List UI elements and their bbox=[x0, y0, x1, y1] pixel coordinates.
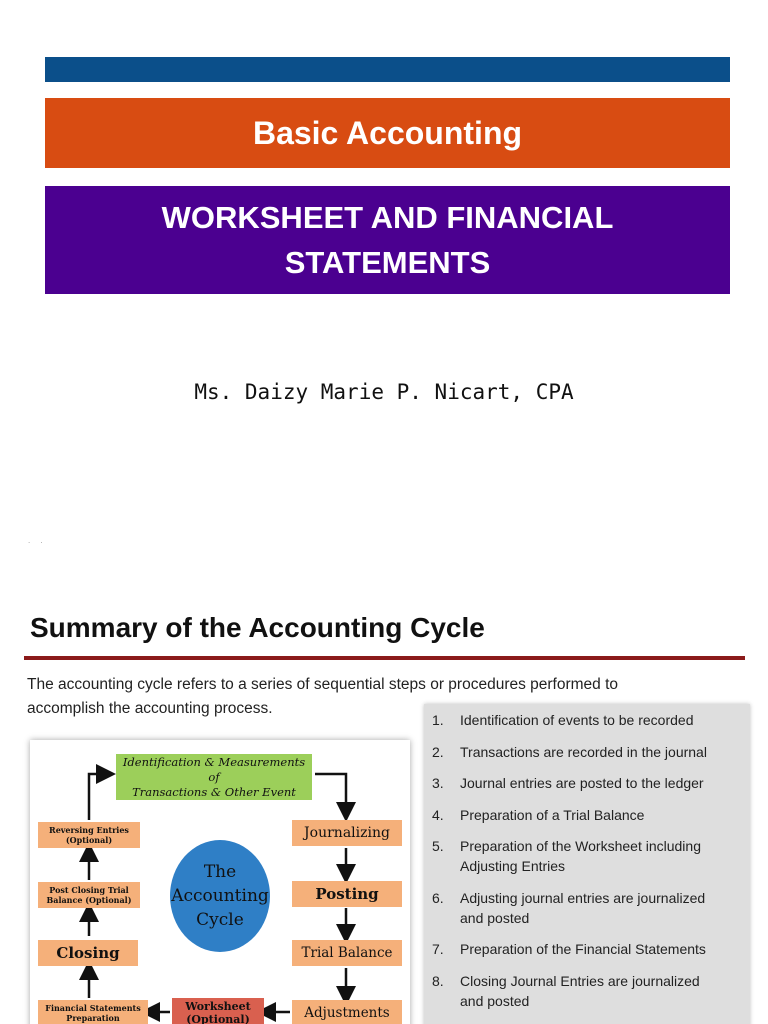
arrow-top-to-journalizing bbox=[315, 774, 346, 812]
step-number: 5. bbox=[432, 838, 444, 854]
box-posting bbox=[292, 881, 402, 907]
center-line-1: The bbox=[203, 862, 237, 882]
list-item bbox=[432, 888, 742, 928]
author-name: Ms. Daizy Marie P. Nicart, CPA bbox=[194, 380, 574, 404]
intro-line-1: The accounting cycle refers to a series of sequential steps or procedures performed to bbox=[27, 676, 619, 693]
box-reversing-line-1: Reversing Entries bbox=[49, 825, 129, 835]
box-worksheet-line-2: (Optional) bbox=[186, 1013, 250, 1024]
decorative-dots: . . bbox=[28, 536, 47, 545]
step-text-line-2: Adjusting Entries bbox=[460, 858, 566, 874]
step-number: 2. bbox=[432, 743, 444, 760]
step-number: 6. bbox=[432, 889, 444, 906]
box-worksheet-line-1: Worksheet bbox=[185, 1000, 251, 1013]
step-number: 4. bbox=[432, 806, 444, 823]
step-text-line-1: Preparation of the Worksheet including bbox=[460, 838, 701, 854]
step-number: 3. bbox=[432, 775, 444, 791]
subtitle-band bbox=[45, 186, 730, 294]
arrow-reversing-to-top bbox=[89, 774, 106, 820]
intro-line-2: accomplish the accounting process. bbox=[27, 700, 273, 717]
title-underline bbox=[24, 656, 745, 660]
box-worksheet bbox=[172, 998, 264, 1024]
box-fs-line-2: Preparation bbox=[66, 1013, 120, 1023]
list-item bbox=[432, 710, 742, 730]
slide-title: Basic Accounting bbox=[252, 114, 523, 151]
step-text-line-1: Adjusting journal entries are journalized bbox=[460, 889, 706, 906]
cycle-center-label bbox=[170, 848, 270, 944]
box-trial-balance-label: Trial Balance bbox=[301, 945, 393, 961]
box-trial-balance bbox=[292, 940, 402, 966]
box-identification-line-1: Identification & Measurements of bbox=[122, 754, 306, 784]
box-adjustments-label: Adjustments bbox=[304, 1005, 390, 1021]
list-item bbox=[432, 971, 742, 1011]
subtitle-line-1: WORKSHEET AND FINANCIAL bbox=[161, 200, 614, 235]
box-reversing bbox=[38, 822, 140, 848]
box-posting-label: Posting bbox=[315, 885, 379, 903]
list-item bbox=[432, 939, 742, 959]
box-adjustments bbox=[292, 1000, 402, 1024]
box-identification bbox=[116, 754, 312, 800]
step-number: 7. bbox=[432, 941, 444, 957]
center-line-2: Accounting bbox=[171, 886, 269, 906]
list-item bbox=[432, 773, 742, 793]
title-band bbox=[45, 98, 730, 168]
box-closing bbox=[38, 940, 138, 966]
step-number: 1. bbox=[432, 712, 444, 728]
step-text: Journal entries are posted to the ledger bbox=[460, 775, 704, 791]
box-post-closing-line-1: Post Closing Trial bbox=[49, 885, 129, 895]
list-item bbox=[432, 805, 742, 825]
list-item bbox=[432, 742, 742, 762]
step-text: Preparation of the Financial Statements bbox=[460, 941, 706, 957]
box-financial-statements bbox=[38, 1000, 148, 1024]
step-text-line-2: and posted bbox=[460, 909, 530, 926]
summary-title: Summary of the Accounting Cycle bbox=[30, 612, 485, 643]
box-identification-line-2: Transactions & Other Event bbox=[132, 784, 296, 799]
step-text bbox=[460, 836, 742, 876]
step-text: Identification of events to be recorded bbox=[460, 712, 694, 728]
step-text: Transactions are recorded in the journal bbox=[460, 743, 707, 760]
step-text-line-1: Closing Journal Entries are journalized bbox=[460, 972, 700, 989]
step-text: Preparation of a Trial Balance bbox=[460, 806, 645, 823]
box-closing-label: Closing bbox=[56, 944, 120, 962]
subtitle-line-2: STATEMENTS bbox=[284, 245, 491, 280]
box-post-closing bbox=[38, 882, 140, 908]
list-item bbox=[432, 836, 742, 876]
box-fs-line-1: Financial Statements bbox=[45, 1003, 141, 1013]
step-number: 8. bbox=[432, 972, 444, 989]
step-text-line-2: and posted bbox=[460, 992, 530, 1009]
center-line-3: Cycle bbox=[196, 910, 244, 930]
box-reversing-line-2: (Optional) bbox=[65, 835, 113, 845]
step-text bbox=[460, 971, 742, 1011]
box-post-closing-line-2: Balance (Optional) bbox=[46, 895, 132, 905]
box-journalizing-label: Journalizing bbox=[304, 825, 390, 841]
step-text bbox=[460, 888, 742, 928]
box-journalizing bbox=[292, 820, 402, 846]
accounting-cycle-diagram bbox=[30, 740, 410, 1024]
cycle-steps-list bbox=[424, 704, 750, 1024]
top-accent-bar bbox=[45, 57, 730, 82]
